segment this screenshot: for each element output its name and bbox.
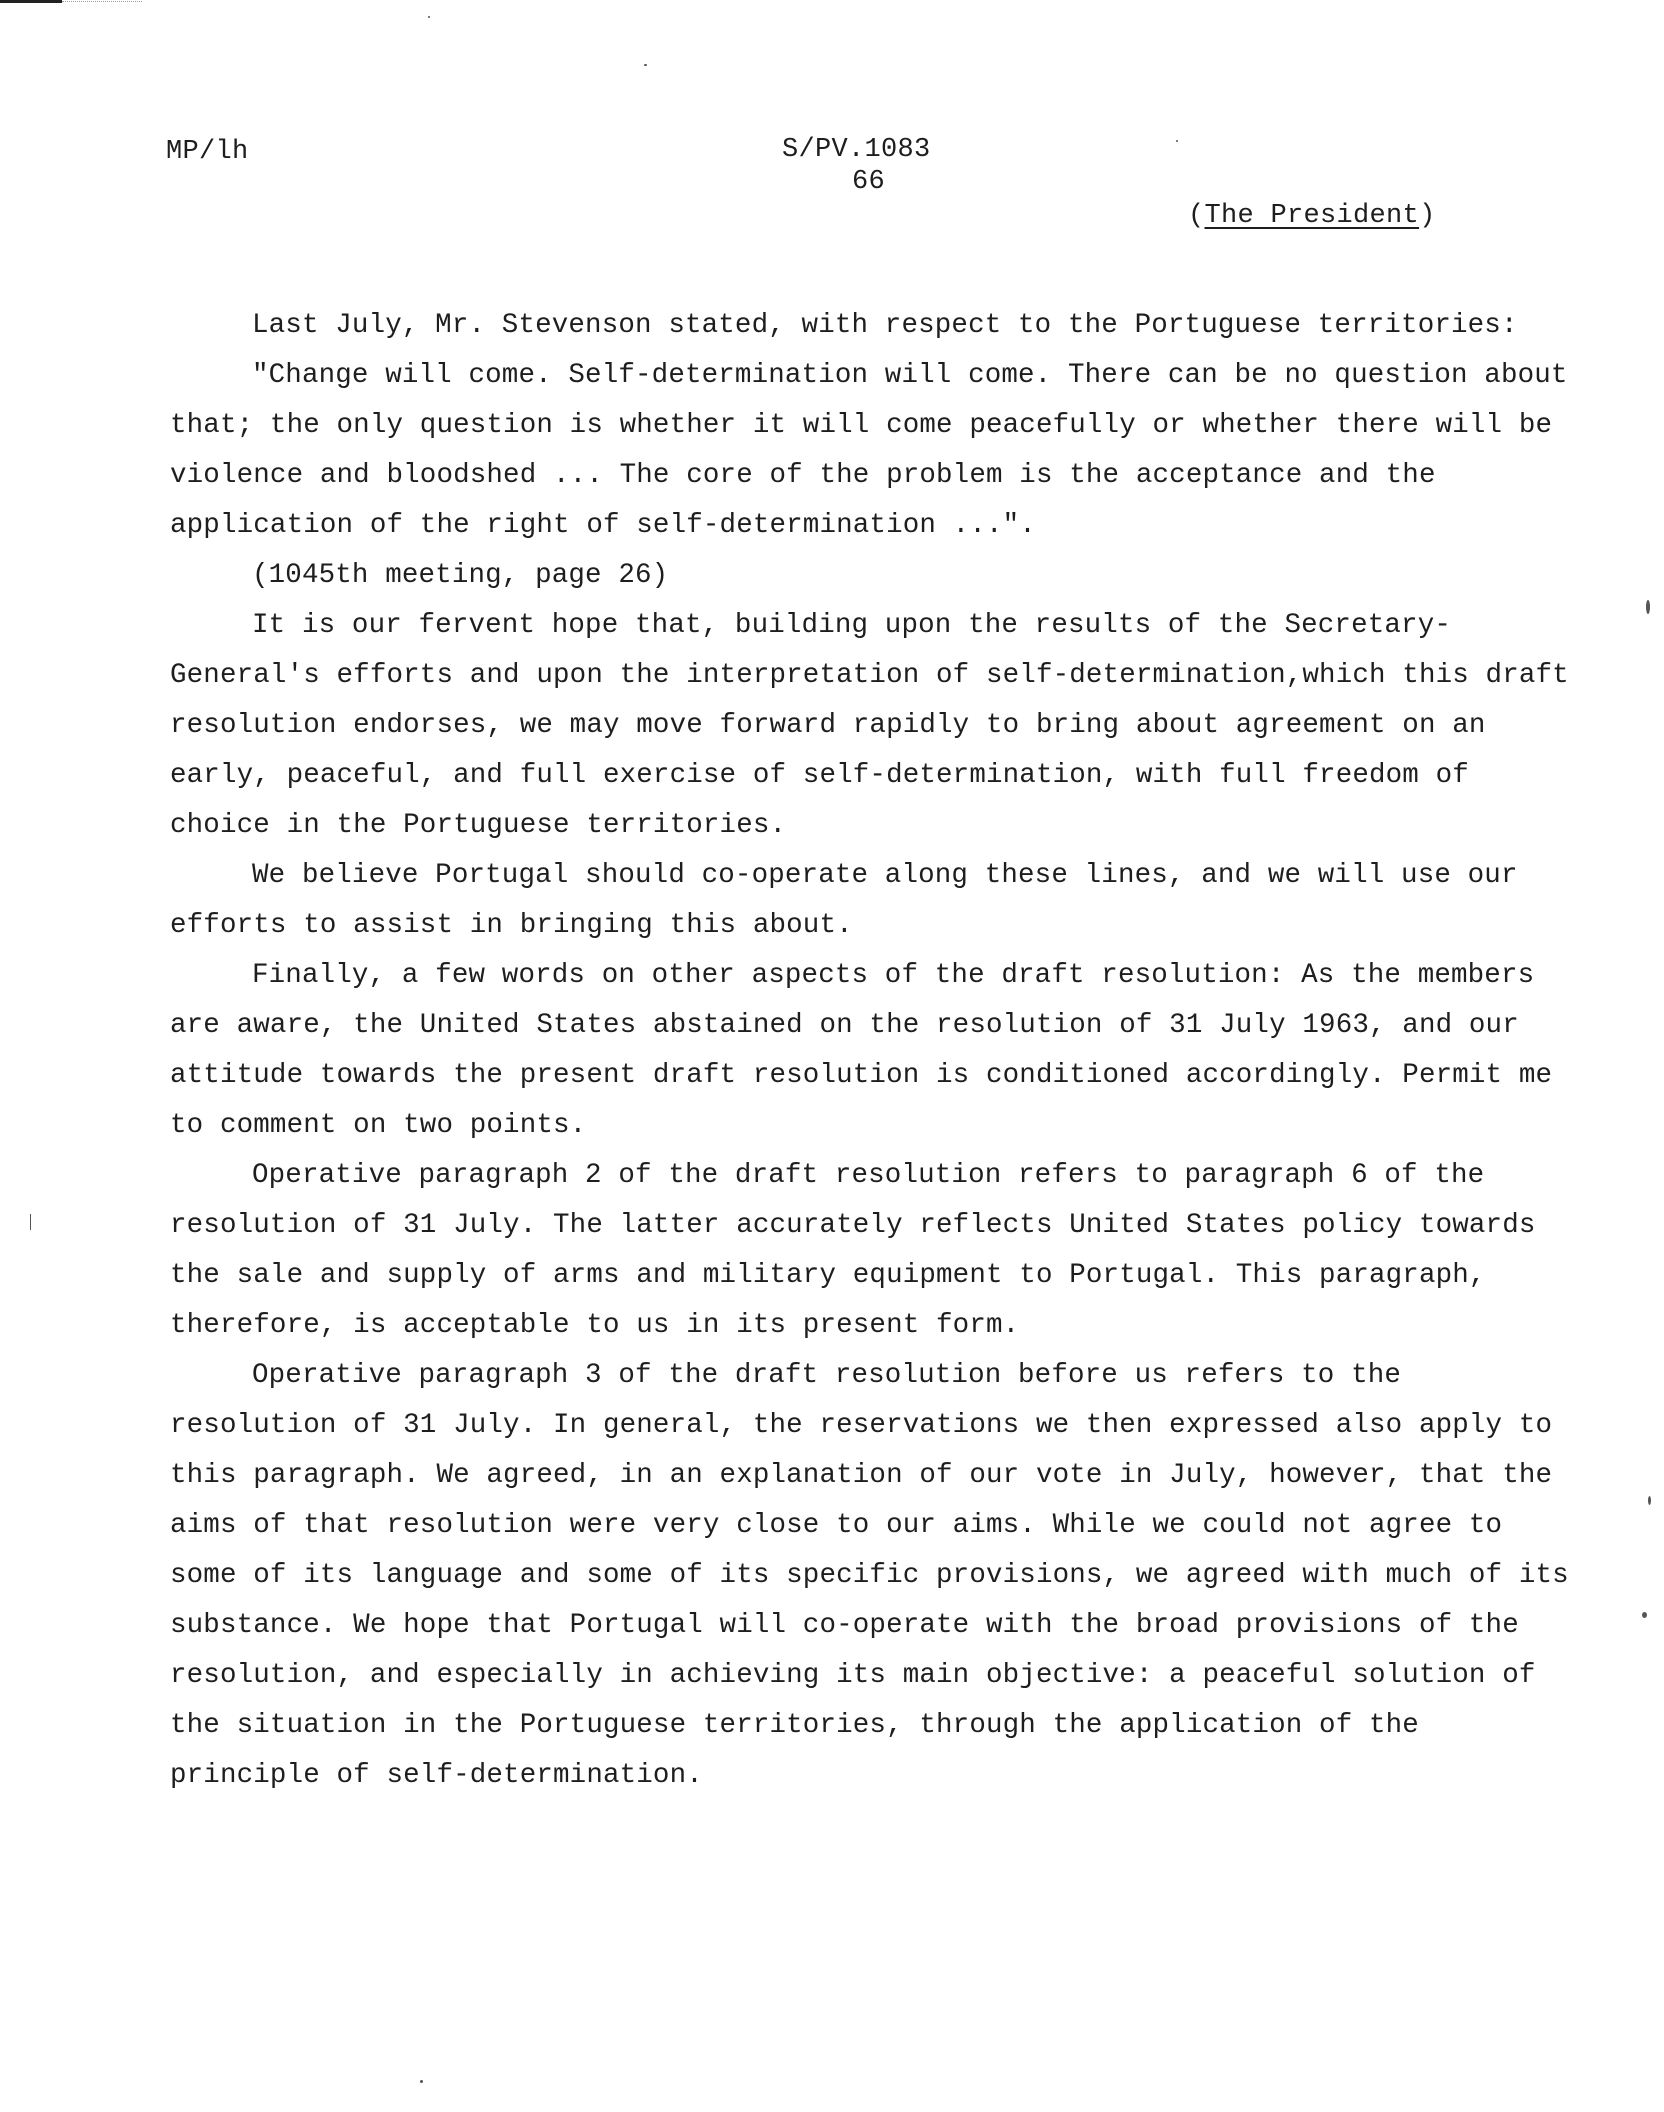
body-paragraph: Operative paragraph 3 of the draft resolution before us refers to the resolution of 31 July. In general, the reservations we then expressed also apply to this paragraph. We agreed, in an explanation of our vote in July, however, that the aims of that resolution were very close to our aims. While we could not agree to some of its language and some of its specific provisions, we agreed with much of its substance. We hope that Portugal will co-operate with the broad provisions of the resolution, and especially in achieving its main objective: a peaceful solution of the situation in the Portuguese territories, through the application of the principle of self-determination. bbox=[170, 1360, 1569, 1791]
body-paragraph: It is our fervent hope that, building upon the results of the Secretary-General's efforts and upon the interpretation of self-determination,which this draft resolution endorses, we may move forward rapidly to bring about agreement on an early, peaceful, and full exercise of self-determination, with full freedom of choice in the Portuguese territories. bbox=[170, 610, 1569, 841]
scan-speck bbox=[30, 1214, 31, 1230]
speaker-name: The President bbox=[1204, 201, 1420, 231]
scan-speck bbox=[1648, 1496, 1651, 1505]
reference-code: MP/lh bbox=[166, 137, 249, 167]
document-symbol: S/PV.1083 bbox=[782, 135, 931, 165]
page-number: 66 bbox=[852, 167, 886, 197]
body-paragraph: Operative paragraph 2 of the draft resolution refers to paragraph 6 of the resolution of 31 July. The latter accurately reflects United States policy towards the sale and supply of arms and military equipment to Portugal. This paragraph, therefore, is acceptable to us in its present form. bbox=[170, 1160, 1536, 1341]
quoted-statement-text: "Change will come. Self-determination will come. There can be no question about that; the only question is whether it will come peacefully or whether there will be violence and bloodshed ... The core of the problem is the acceptance and the application of the right of self-determination ...". bbox=[170, 360, 1568, 541]
speaker-close-paren: ) bbox=[1419, 201, 1436, 231]
scan-speck bbox=[420, 2080, 423, 2083]
quoted-statement bbox=[170, 351, 1570, 551]
speech-body bbox=[170, 301, 1570, 1801]
quote-citation: (1045th meeting, page 26) bbox=[252, 560, 669, 591]
scan-speck bbox=[428, 16, 430, 18]
body-paragraph: We believe Portugal should co-operate along these lines, and we will use our efforts to assist in bringing this about. bbox=[170, 860, 1518, 941]
scan-speck bbox=[1176, 140, 1178, 142]
scan-speck bbox=[644, 64, 647, 66]
body-paragraph: Finally, a few words on other aspects of the draft resolution: As the members are aware, the United States abstained on the resolution of 31 July 1963, and our attitude towards the present draft resolution is conditioned accordingly. Permit me to comment on two points. bbox=[170, 960, 1553, 1141]
speaker-label bbox=[1188, 200, 1436, 232]
top-edge-rule bbox=[0, 0, 62, 3]
top-edge-dotted-rule bbox=[62, 1, 142, 3]
scan-speck bbox=[1642, 1612, 1647, 1618]
scan-speck bbox=[1646, 600, 1650, 614]
quote-intro-paragraph: Last July, Mr. Stevenson stated, with respect to the Portuguese territories: bbox=[252, 310, 1518, 341]
speaker-open-paren: ( bbox=[1188, 201, 1205, 231]
